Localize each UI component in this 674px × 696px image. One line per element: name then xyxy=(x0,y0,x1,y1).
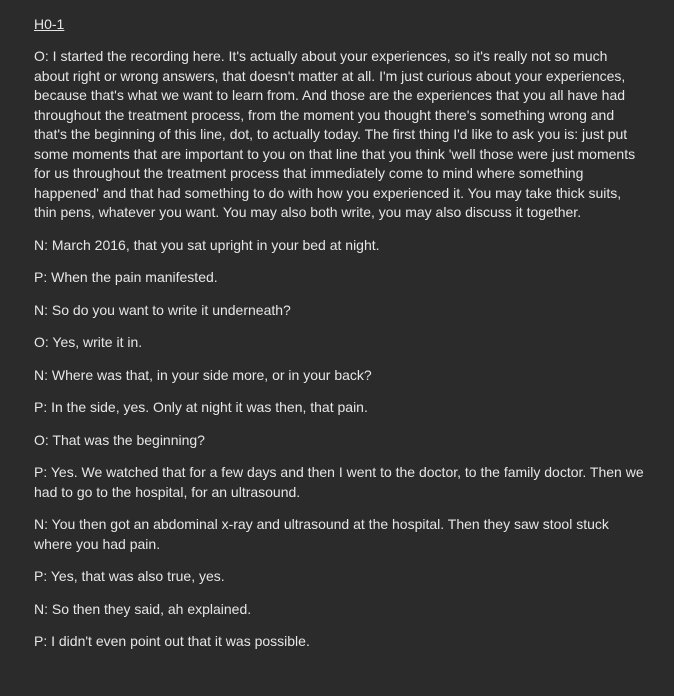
transcript-paragraph: P: When the pain manifested. xyxy=(34,269,218,285)
transcript-paragraph: N: So then they said, ah explained. xyxy=(34,600,252,617)
transcript-paragraph: P: Yes, that was also true, yes. xyxy=(34,568,225,584)
transcript-paragraph: N: March 2016, that you sat upright in your bed at night. xyxy=(34,236,380,253)
transcript-paragraph: P: In the side, yes. Only at night it was then, that pain. xyxy=(34,399,368,415)
transcript-paragraph: P: I didn't even point out that it was possible. xyxy=(34,633,310,649)
transcript-paragraph: O: I started the recording here. It's actually about your experiences, so it's really not so much about right or wrong answers, that doesn't matter at all. I'm just curious about your experiences, because that's what we want to learn from. And those are the experiences that you all have had throughout the treatment process, from the moment you thought there's something wrong and that's the beginning of this line, dot, to actually today. The first thing I'd like to ask you is: just put some moments that are important to you on that line that you think 'well those were just moments for us throughout the treatment process that immediately come to mind where something happened' and that had something to do with how you experienced it. You may take thick suits, thin pens, whatever you want. You may also both write, you may also discuss it together. xyxy=(34,48,636,220)
transcript-paragraph: P: Yes. We watched that for a few days and then I went to the doctor, to the family doctor. Then we had to go to the hospital, for an ultrasound. xyxy=(34,464,644,500)
transcript-paragraph: N: So do you want to write it underneath? xyxy=(34,301,291,318)
transcript-paragraph: O: Yes, write it in. xyxy=(34,334,143,350)
transcript-paragraph: O: That was the beginning? xyxy=(34,431,205,448)
document-title: H0-1 xyxy=(34,16,65,32)
transcript-document xyxy=(34,14,644,665)
transcript-paragraph: N: You then got an abdominal x-ray and ultrasound at the hospital. Then they saw stool stuck where you had pain. xyxy=(34,516,609,552)
transcript-paragraph: N: Where was that, in your side more, or in your back? xyxy=(34,366,372,383)
